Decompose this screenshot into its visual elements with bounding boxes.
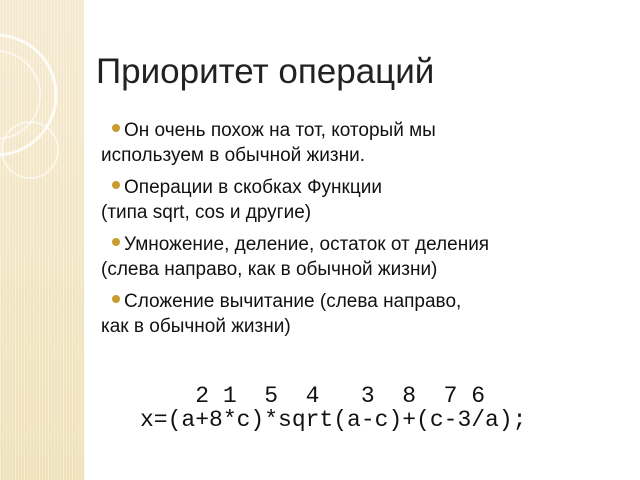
- bullet-text-line2: как в обычной жизни): [101, 316, 291, 337]
- bullet-item: [101, 118, 621, 168]
- bullet-dot-icon: [112, 124, 120, 132]
- bullet-item: [101, 175, 621, 225]
- bullet-text-line1: Операции в скобках Функции: [124, 177, 382, 198]
- bullet-text-line1: Сложение вычитание (слева направо,: [124, 291, 462, 312]
- code-expression: x=(a+8*c)*sqrt(a-c)+(c-3/a);: [140, 407, 527, 433]
- bullet-text-line2: (типа sqrt, cos и другие): [101, 202, 312, 223]
- code-example: [140, 384, 526, 432]
- bullet-dot-icon: [112, 181, 120, 189]
- bullet-item: [101, 289, 621, 339]
- bullet-text-line1: Он очень похож на тот, который мы: [124, 120, 436, 141]
- bullet-dot-icon: [112, 295, 120, 303]
- bullet-item: [101, 232, 621, 282]
- bullet-text-line1: Умножение, деление, остаток от деления: [124, 234, 490, 255]
- slide-title: Приоритет операций: [96, 52, 435, 91]
- decorative-circles: [0, 0, 84, 480]
- bullet-text-line2: (слева направо, как в обычной жизни): [101, 259, 438, 280]
- operation-order-numbers: 2 1 5 4 3 8 7 6: [140, 383, 486, 409]
- bullet-list: [101, 118, 621, 346]
- bullet-text-line2: используем в обычной жизни.: [101, 145, 365, 166]
- side-decoration-band: [0, 0, 84, 480]
- bullet-dot-icon: [112, 238, 120, 246]
